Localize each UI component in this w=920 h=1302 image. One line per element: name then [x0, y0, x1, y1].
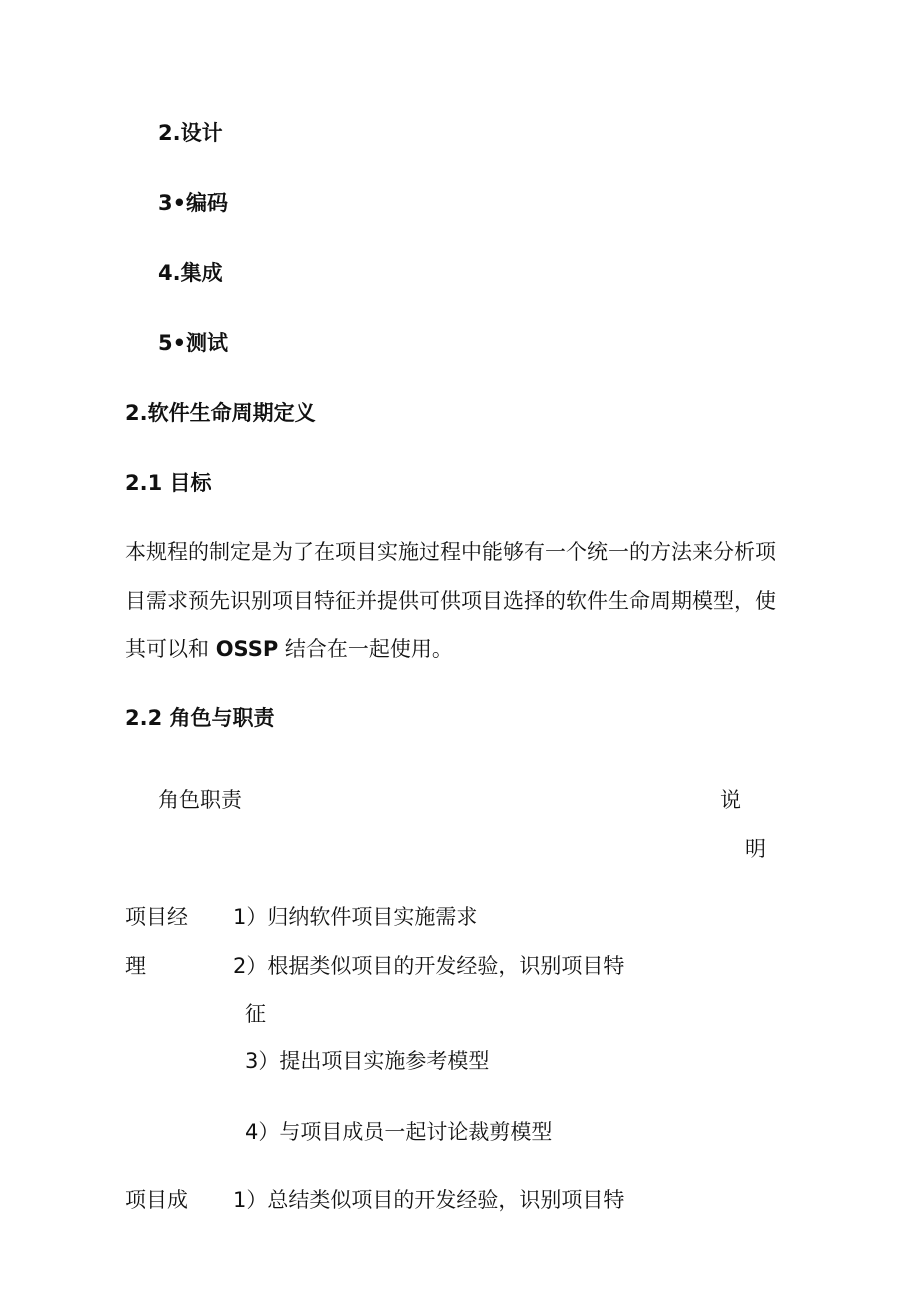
step-integration: 4.集成 [158, 261, 223, 285]
goal-heading: 2.1 目标 [125, 471, 212, 495]
goal-paragraph-line-3 [125, 639, 453, 660]
pm-duty-2: 2）根据类似项目的开发经验，识别项目特 [233, 954, 625, 978]
step-testing: 5•测试 [158, 331, 229, 355]
role-project-manager-line-2: 理 [125, 954, 146, 978]
pm-duty-3: 3）提出项目实施参考模型 [245, 1049, 490, 1073]
table-header-roles: 角色职责 [158, 788, 242, 812]
pm-duty-4: 4）与项目成员一起讨论裁剪模型 [245, 1120, 553, 1144]
roles-heading: 2.2 角色与职责 [125, 706, 275, 730]
step-design: 2.设计 [158, 121, 223, 145]
role-project-member-line-1: 项目成 [125, 1188, 188, 1212]
goal-paragraph-line-1: 本规程的制定是为了在项目实施过程中能够有一个统一的方法来分析项 [125, 540, 776, 564]
goal-paragraph-line-3-end: 结合在一起使用。 [278, 637, 453, 661]
step-coding: 3•编码 [158, 191, 229, 215]
table-header-description-1: 说 [720, 788, 741, 812]
role-project-manager-line-1: 项目经 [125, 905, 188, 929]
goal-paragraph-line-3-start: 其可以和 [125, 637, 216, 661]
member-duty-1: 1）总结类似项目的开发经验，识别项目特 [233, 1188, 625, 1212]
table-header-description-2: 明 [745, 837, 766, 861]
goal-paragraph-line-2: 目需求预先识别项目特征并提供可供项目选择的软件生命周期模型，使 [125, 589, 776, 613]
pm-duty-2-continued: 征 [245, 1002, 266, 1026]
pm-duty-1: 1）归纳软件项目实施需求 [233, 905, 478, 929]
section-heading: 2.软件生命周期定义 [125, 401, 316, 425]
ossp-term: OSSP [215, 637, 279, 661]
